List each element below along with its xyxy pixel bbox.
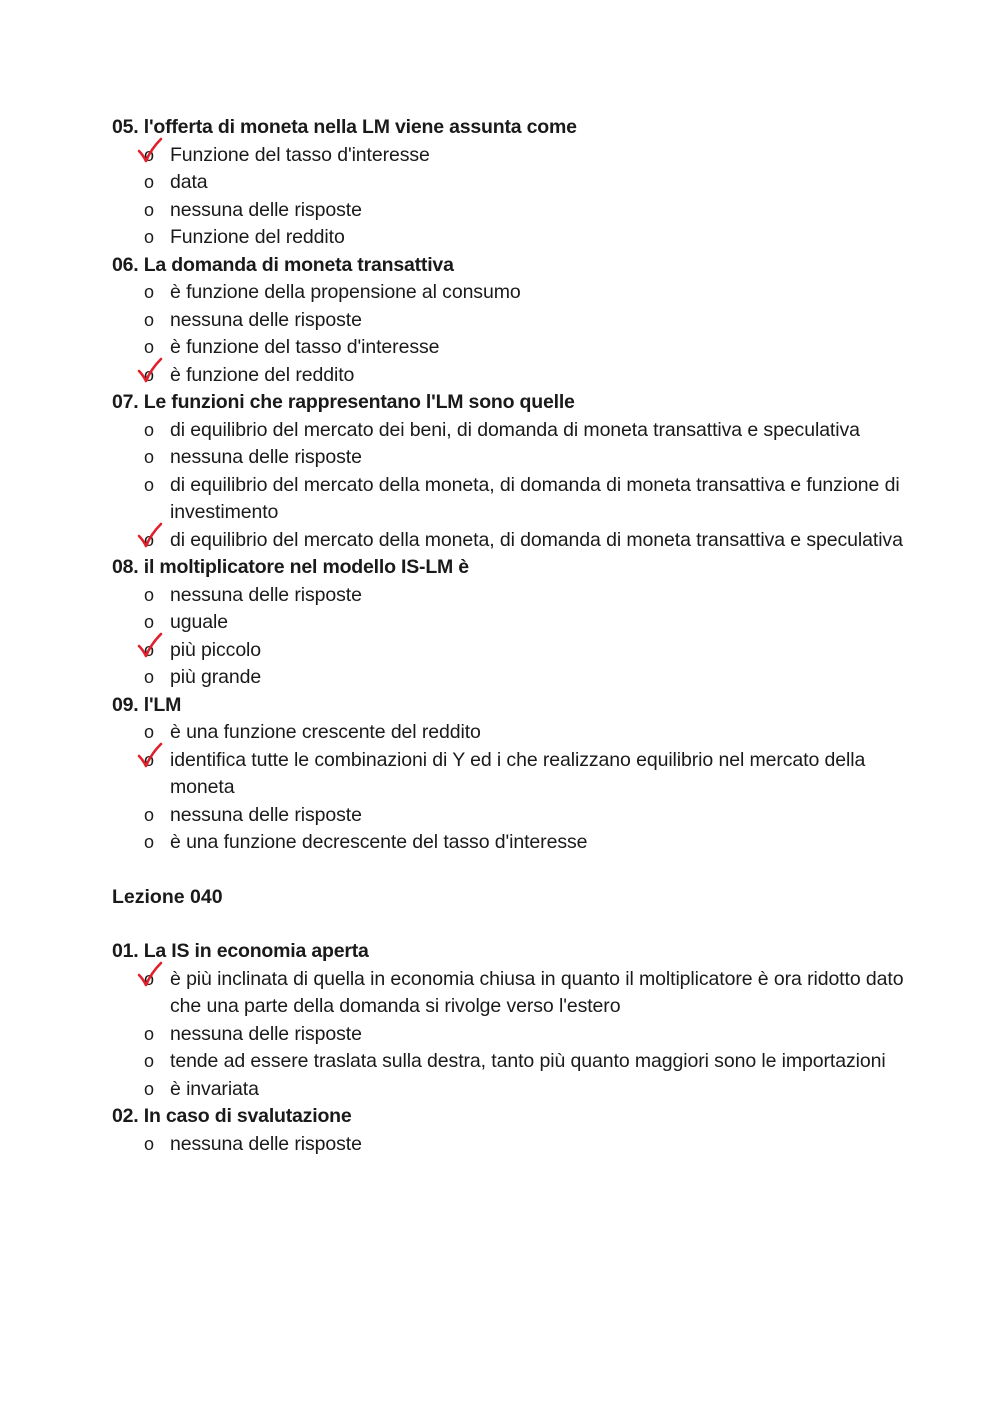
answer-option-checked: [112, 142, 912, 170]
option-text: nessuna delle risposte: [170, 446, 362, 468]
answer-option-checked: [112, 637, 912, 665]
answer-option: [112, 279, 912, 307]
answer-options: [112, 279, 912, 389]
option-text: è più inclinata di quella in economia chiusa in quanto il moltiplicatore è ora ridotto dato che una parte della domanda si rivolge verso l'estero: [170, 967, 904, 1017]
answer-option: [112, 307, 912, 335]
answer-option: [112, 829, 912, 857]
option-text: nessuna delle risposte: [170, 583, 362, 606]
answer-option: [112, 1021, 912, 1049]
bullet-icon: o: [144, 1078, 154, 1099]
question-block: [112, 1103, 912, 1158]
section-heading: Lezione 040: [112, 885, 223, 908]
question-title: 01. La IS in economia aperta: [112, 940, 369, 962]
option-text: di equilibrio del mercato della moneta, di domanda di moneta transattiva e funzione di investimento: [170, 473, 900, 523]
answer-option: [112, 1131, 912, 1159]
option-text: di equilibrio del mercato della moneta, di domanda di moneta transattiva e speculativa: [170, 528, 903, 551]
checkmark-icon: [136, 631, 164, 659]
option-text: è funzione del reddito: [170, 363, 355, 386]
option-text: è una funzione crescente del reddito: [170, 721, 481, 743]
option-text: di equilibrio del mercato dei beni, di domanda di moneta transattiva e speculativa: [170, 418, 860, 441]
bullet-icon: o: [144, 1023, 154, 1044]
bullet-icon: o: [144, 474, 154, 495]
option-text: uguale: [170, 611, 228, 633]
answer-option-checked: [112, 747, 912, 802]
bullet-icon: o: [144, 227, 154, 247]
question-block: [112, 938, 912, 1103]
answer-option: [112, 197, 912, 225]
bullet-icon: o: [144, 337, 154, 357]
option-text: nessuna delle risposte: [170, 198, 362, 221]
option-text: nessuna delle risposte: [170, 1022, 362, 1045]
answer-options: [112, 582, 912, 692]
answer-option: [112, 472, 912, 527]
answer-option: [112, 1048, 912, 1076]
bullet-icon: o: [144, 172, 154, 192]
answer-option: [112, 719, 912, 747]
bullet-icon: o: [144, 749, 154, 770]
answer-option: [112, 582, 912, 610]
option-text: nessuna delle risposte: [170, 1132, 362, 1155]
document-page: [112, 114, 912, 1158]
option-text: è invariata: [170, 1077, 259, 1100]
bullet-icon: o: [144, 282, 154, 302]
bullet-icon: o: [144, 584, 154, 605]
bullet-icon: o: [144, 612, 154, 632]
checkmark-icon: [136, 960, 164, 988]
option-text: Funzione del tasso d'interesse: [170, 143, 430, 166]
option-text: è funzione del tasso d'interesse: [170, 336, 440, 358]
option-text: Funzione del reddito: [170, 226, 345, 248]
checkmark-icon: [136, 136, 164, 164]
option-text: tende ad essere traslata sulla destra, tanto più quanto maggiori sono le importazioni: [170, 1050, 886, 1072]
question-title: 06. La domanda di moneta transattiva: [112, 253, 454, 276]
option-text: identifica tutte le combinazioni di Y ed i che realizzano equilibrio nel mercato della moneta: [170, 748, 866, 798]
checkmark-icon: [136, 356, 164, 384]
bullet-icon: o: [144, 364, 154, 385]
bullet-icon: o: [144, 804, 154, 825]
answer-options: [112, 966, 912, 1104]
option-text: nessuna delle risposte: [170, 803, 362, 826]
option-text: nessuna delle risposte: [170, 308, 362, 331]
option-text: più piccolo: [170, 638, 262, 661]
checkmark-icon: [136, 521, 164, 549]
bullet-icon: o: [144, 419, 154, 440]
answer-option: [112, 664, 912, 692]
answer-option: [112, 1076, 912, 1104]
bullet-icon: o: [144, 447, 154, 467]
option-text: data: [170, 171, 208, 193]
question-block: [112, 692, 912, 857]
option-text: è una funzione decrescente del tasso d'interesse: [170, 831, 588, 853]
answer-option: [112, 802, 912, 830]
bullet-icon: o: [144, 667, 154, 687]
answer-options: [112, 719, 912, 857]
question-title: 09. l'LM: [112, 693, 182, 716]
question-title: 07. Le funzioni che rappresentano l'LM sono quelle: [112, 391, 575, 413]
question-title: 05. l'offerta di moneta nella LM viene assunta come: [112, 116, 577, 138]
bullet-icon: o: [144, 968, 154, 989]
answer-options: [112, 417, 912, 555]
bullet-icon: o: [144, 144, 154, 165]
question-block: [112, 554, 912, 692]
question-block: [112, 389, 912, 554]
option-text: è funzione della propensione al consumo: [170, 281, 521, 303]
question-title: 08. il moltiplicatore nel modello IS-LM è: [112, 556, 469, 578]
bullet-icon: o: [144, 309, 154, 330]
answer-option: [112, 169, 912, 197]
answer-option: [112, 334, 912, 362]
bullet-icon: o: [144, 1133, 154, 1154]
answer-option: [112, 444, 912, 472]
answer-option: [112, 417, 912, 445]
answer-option-checked: [112, 527, 912, 555]
bullet-icon: o: [144, 832, 154, 852]
checkmark-icon: [136, 741, 164, 769]
question-title: 02. In caso di svalutazione: [112, 1105, 352, 1127]
question-block: [112, 252, 912, 390]
answer-option: [112, 224, 912, 252]
bullet-icon: o: [144, 722, 154, 742]
answer-option-checked: [112, 362, 912, 390]
answer-options: [112, 1131, 912, 1159]
answer-option-checked: [112, 966, 912, 1021]
option-text: più grande: [170, 666, 262, 688]
bullet-icon: o: [144, 639, 154, 660]
answer-options: [112, 142, 912, 252]
bullet-icon: o: [144, 529, 154, 550]
bullet-icon: o: [144, 199, 154, 220]
question-block: [112, 114, 912, 252]
answer-option: [112, 609, 912, 637]
bullet-icon: o: [144, 1051, 154, 1071]
